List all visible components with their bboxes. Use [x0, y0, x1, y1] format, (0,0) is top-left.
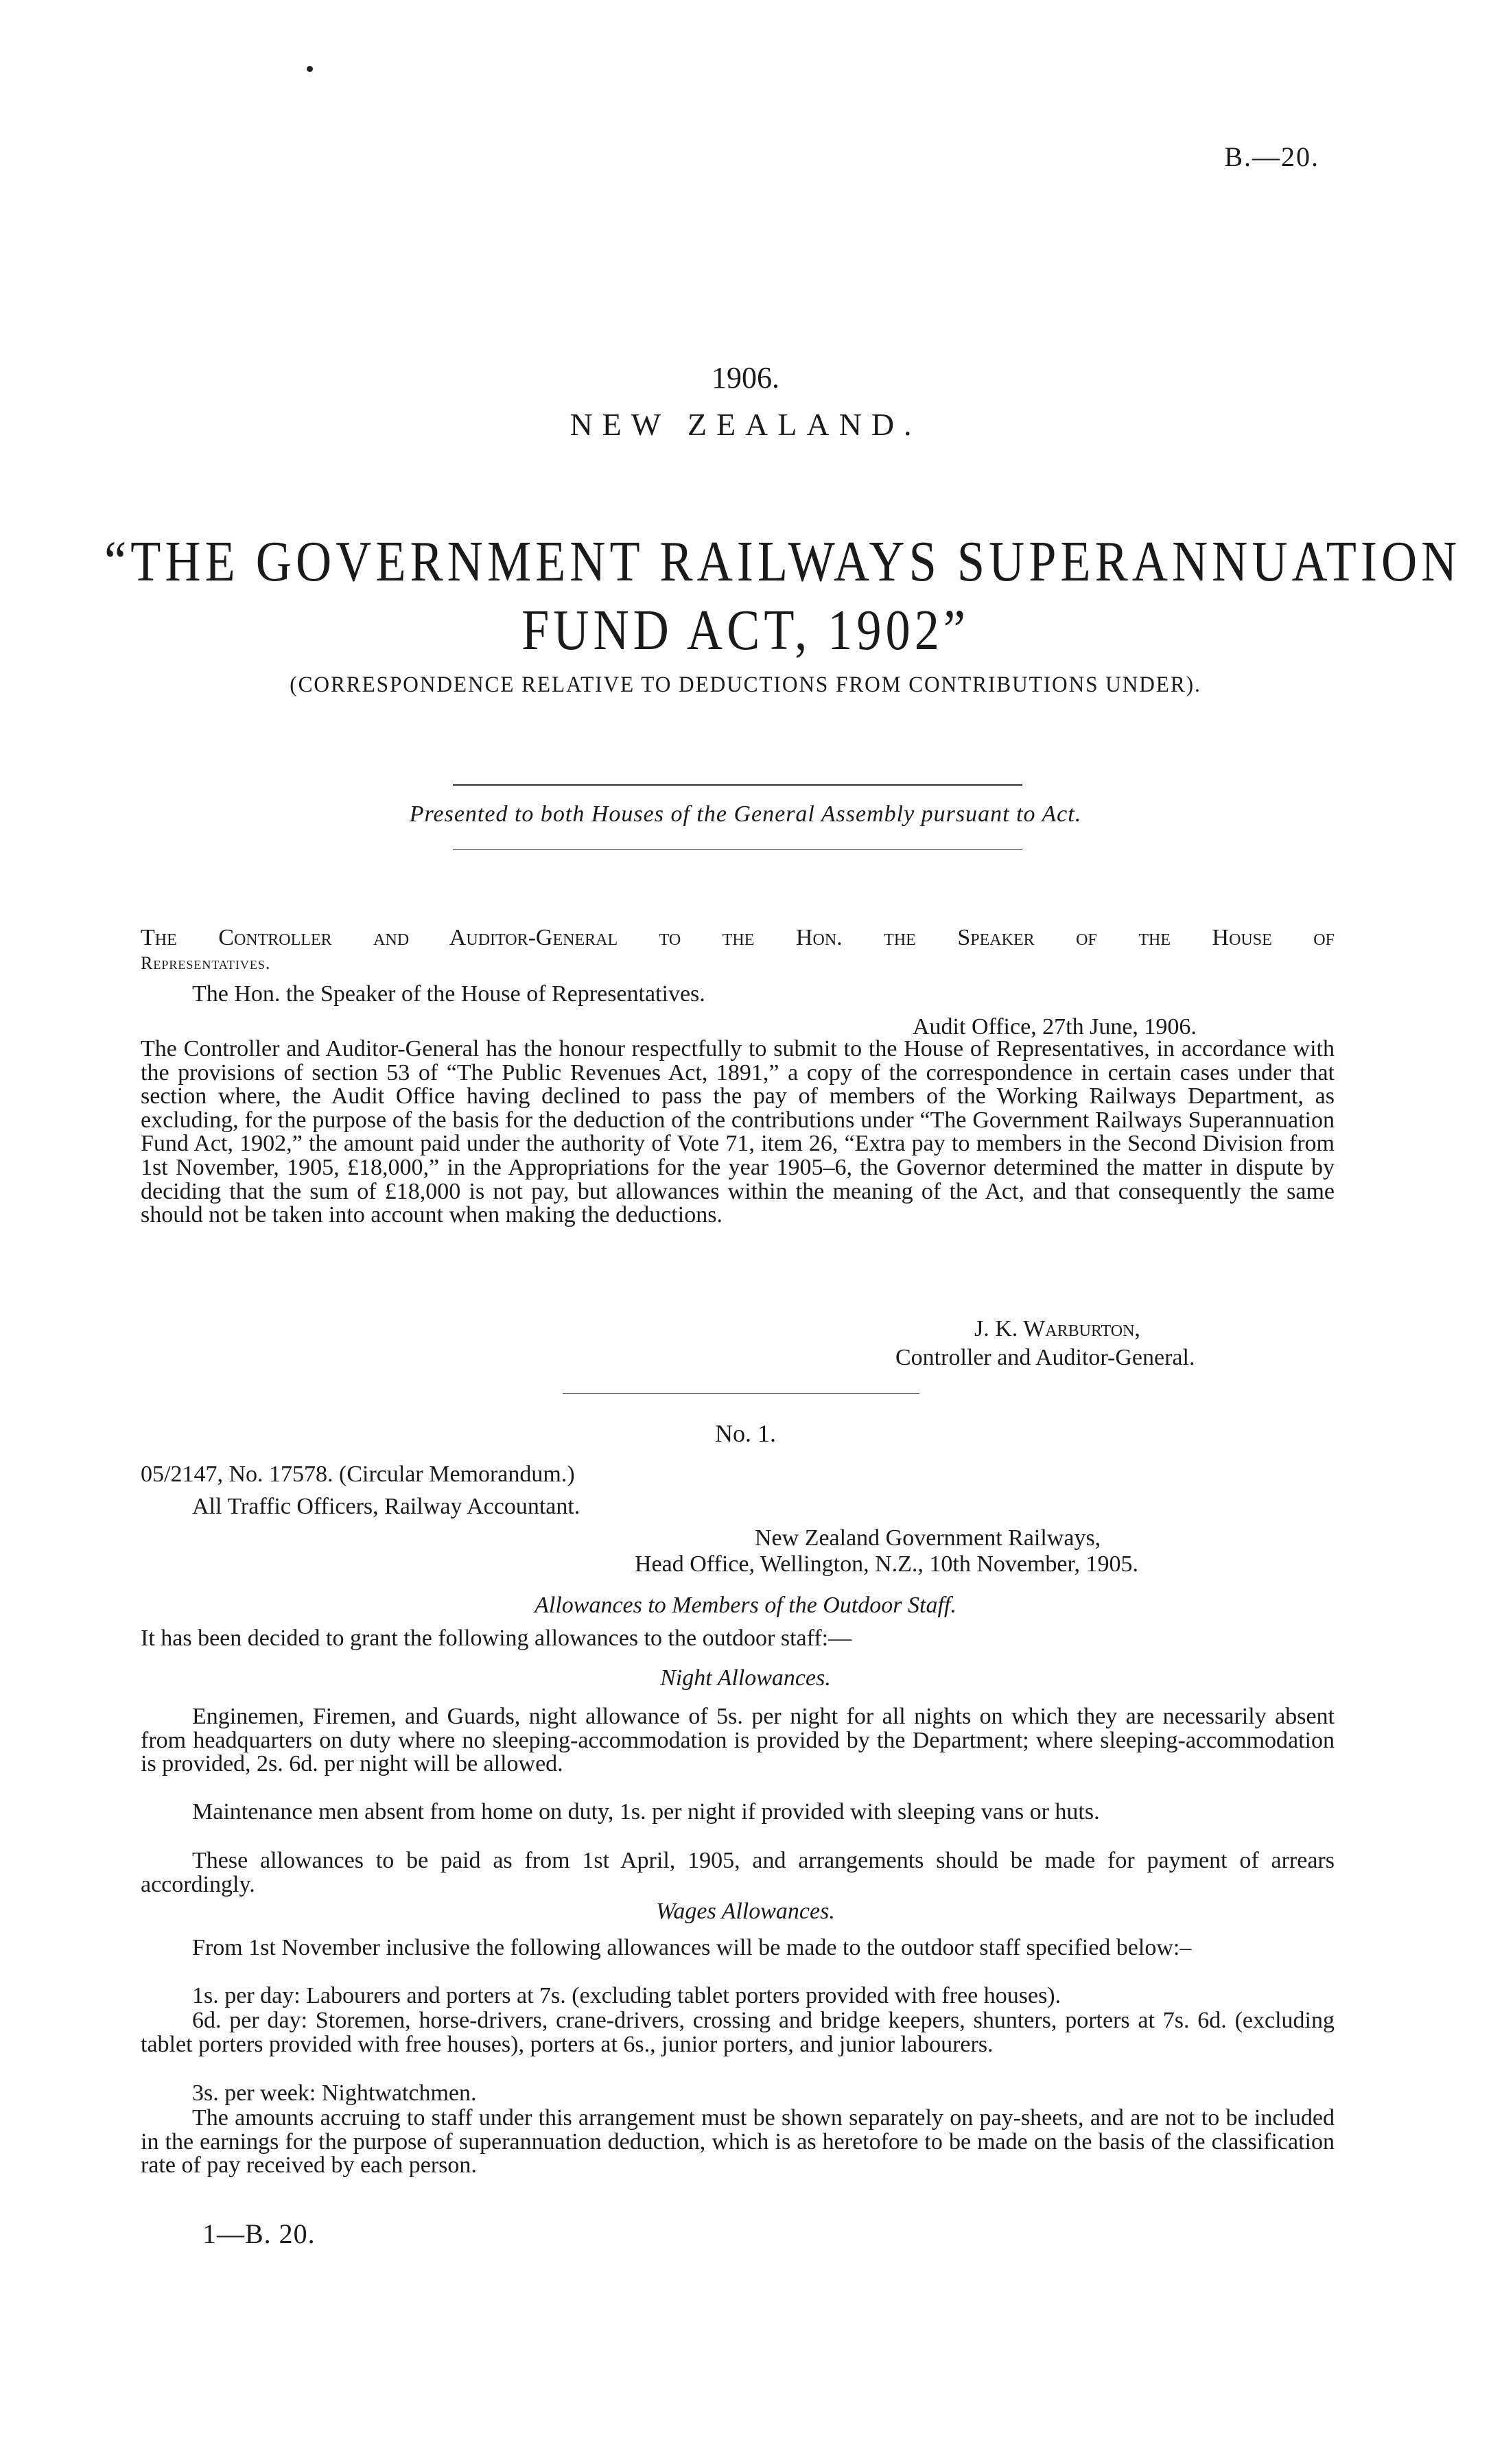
title-line-1: “THE GOVERNMENT RAILWAYS SUPERANNUATION: [104, 530, 1461, 594]
letter1-body: The Controller and Auditor-General has the honour respectfully to submit to the House of Representatives, in accordance with the provisions of section 53 of “The Public Revenues Act, 1891,” a copy of the correspondence in certain cases under that section where, the Audit Office having declined to pass the pay of members of the Working Railways Department, as excluding, for the purpose of the basis for the deduction of the contributions under “The Government Railways Superannuation Fund Act, 1902,” the amount paid under the authority of Vote 71, item 26, “Extra pay to members in the Second Division from 1st November, 1905, £18,000,” in the Appropriations for the year 1905–6, the Governor determined the matter in dispute by deciding that the sum of £18,000 is not pay, but allowances within the meaning of the Act, and that consequently the same should not be taken into account when making the deductions.: [141, 1036, 1335, 1228]
memo-addressee: All Traffic Officers, Railway Accountant.: [192, 1494, 580, 1519]
night-paragraph-2: Maintenance men absent from home on duty, 1s. per night if provided with sleeping vans or huts.: [192, 1799, 1100, 1824]
divider-rule: [453, 849, 1022, 850]
night-allowances-heading: Night Allowances.: [660, 1665, 831, 1691]
wages-paragraph-5: The amounts accruing to staff under this arrangement must be shown separately on pay-sheets, and are not to be included in the earnings for the purpose of superannuation deduction, which is as heretofore to be made on the basis of the classification rate of pay received by each person.: [141, 2105, 1335, 2179]
letter1-address: [141, 926, 1335, 975]
letter1-address-line: The Controller and Auditor-General to the Hon. the Speaker of the House of: [141, 925, 1335, 950]
memo-section-heading: Allowances to Members of the Outdoor Staff.: [535, 1593, 956, 1618]
divider-rule: [563, 1393, 919, 1394]
wages-allowances-heading: Wages Allowances.: [656, 1899, 835, 1924]
wages-paragraph-4: 3s. per week: Nightwatchmen.: [192, 2080, 477, 2106]
subtitle: (CORRESPONDENCE RELATIVE TO DEDUCTIONS FROM CONTRIBUTIONS UNDER).: [290, 672, 1201, 697]
letter1-salutation: The Hon. the Speaker of the House of Representatives.: [192, 981, 705, 1007]
memo-organisation: New Zealand Government Railways,: [755, 1525, 1101, 1551]
letter1-signature-title: Controller and Auditor-General.: [895, 1345, 1195, 1370]
presented-note: Presented to both Houses of the General Assembly pursuant to Act.: [409, 801, 1082, 827]
document-reference: B.—20.: [1224, 141, 1319, 172]
section-number: No. 1.: [715, 1420, 776, 1447]
memo-reference: 05/2147, No. 17578. (Circular Memorandum.): [141, 1462, 575, 1487]
country-heading: NEW ZEALAND.: [570, 407, 921, 442]
divider-rule: [453, 784, 1022, 786]
page-footer: 1—B. 20.: [202, 2218, 316, 2249]
memo-place-date: Head Office, Wellington, N.Z., 10th November, 1905.: [635, 1551, 1138, 1577]
wages-paragraph-1: From 1st November inclusive the following allowances will be made to the outdoor staff specified below:–: [192, 1935, 1192, 1960]
wages-paragraph-3: 6d. per day: Storemen, horse-drivers, crane-drivers, crossing and bridge keepers, shunters, porters at 7s. 6d. (excluding tablet porters provided with free houses), porters at 6s., junior porters, and junior labourers.: [141, 2008, 1335, 2057]
year-heading: 1906.: [712, 361, 779, 395]
night-paragraph-1: Enginemen, Firemen, and Guards, night allowance of 5s. per night for all nights on which they are necessarily absent from headquarters on duty where no sleeping-accommodation is provided by the Department; where sleeping-accommodation is provided, 2s. 6d. per night will be allowed.: [141, 1704, 1335, 1777]
night-paragraph-3: These allowances to be paid as from 1st April, 1905, and arrangements should be made for payment of arrears accordingly.: [141, 1848, 1335, 1897]
ink-speck: [307, 66, 313, 72]
letter1-address-tail: Representatives.: [141, 952, 271, 973]
letter1-dateline: Audit Office, 27th June, 1906.: [913, 1014, 1197, 1040]
title-line-2: FUND ACT, 1902”: [521, 598, 970, 662]
letter1-signature-name: J. K. Warburton,: [974, 1316, 1140, 1341]
memo-intro: It has been decided to grant the following allowances to the outdoor staff:—: [141, 1626, 852, 1651]
wages-paragraph-2: 1s. per day: Labourers and porters at 7s. (excluding tablet porters provided with free houses).: [192, 1983, 1061, 2008]
